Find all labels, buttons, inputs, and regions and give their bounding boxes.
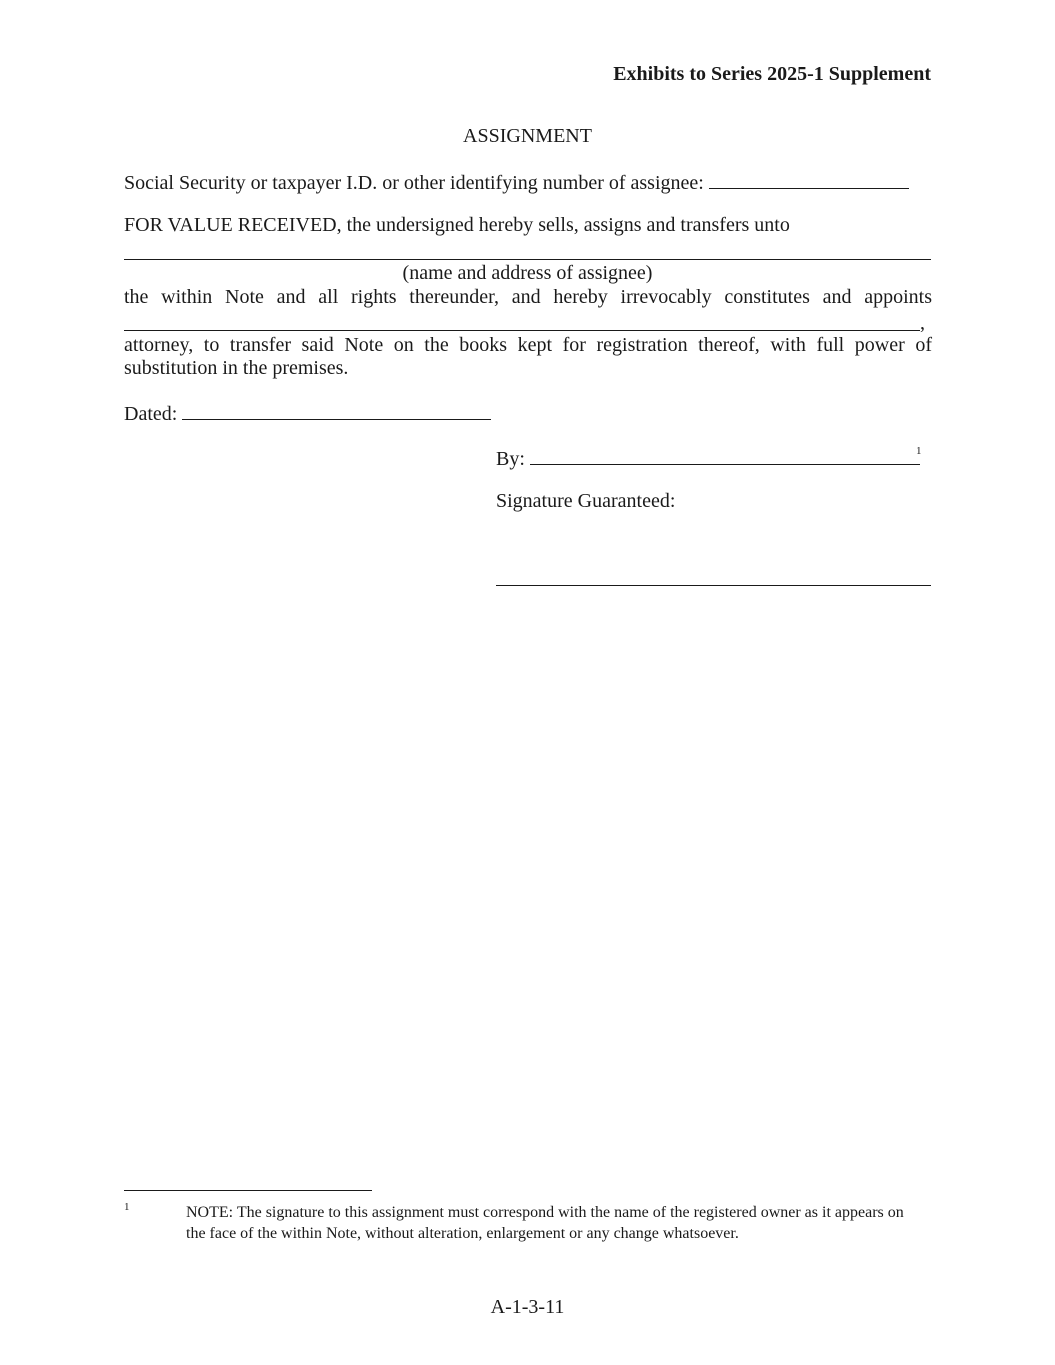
for-value-received-text: FOR VALUE RECEIVED, the undersigned hereby sells, assigns and transfers unto [124,214,790,236]
signature-blank-field[interactable] [530,446,920,465]
signature-guaranteed-label: Signature Guaranteed: [496,490,676,512]
rights-text: the within Note and all rights thereunder, and hereby irrevocably constitutes and appoints [124,286,932,308]
dated-label: Dated: [124,403,178,425]
ssn-label: Social Security or taxpayer I.D. or other identifying number of assignee: [124,172,704,194]
footnote-mark: 1 [124,1201,130,1213]
page-number: A-1-3-11 [490,1296,565,1318]
by-line [496,446,920,471]
assignee-name-blank-field[interactable] [124,259,931,260]
by-footnote-mark: 1 [916,445,922,457]
guarantor-signature-blank-field[interactable] [496,585,931,586]
footnote-text: NOTE: The signature to this assignment must correspond with the name of the registered owner as it appears on the face of the within Note, without alteration, enlargement or any change whatsoever. [186,1204,904,1242]
document-title: ASSIGNMENT [463,125,592,147]
assignee-caption: (name and address of assignee) [402,262,653,284]
footnote-divider [124,1190,372,1191]
attorney-name-blank-field[interactable] [124,330,920,331]
by-label: By: [496,448,525,470]
ssn-line [124,170,909,195]
dated-blank-field[interactable] [182,401,491,420]
dated-line [124,401,491,426]
ssn-blank-field[interactable] [709,170,909,189]
attorney-paragraph: attorney, to transfer said Note on the books kept for registration thereof, with full power of substitution in the premises. [124,334,932,379]
header-title: Exhibits to Series 2025-1 Supplement [613,63,931,85]
attorney-line-comma: , [920,312,925,334]
